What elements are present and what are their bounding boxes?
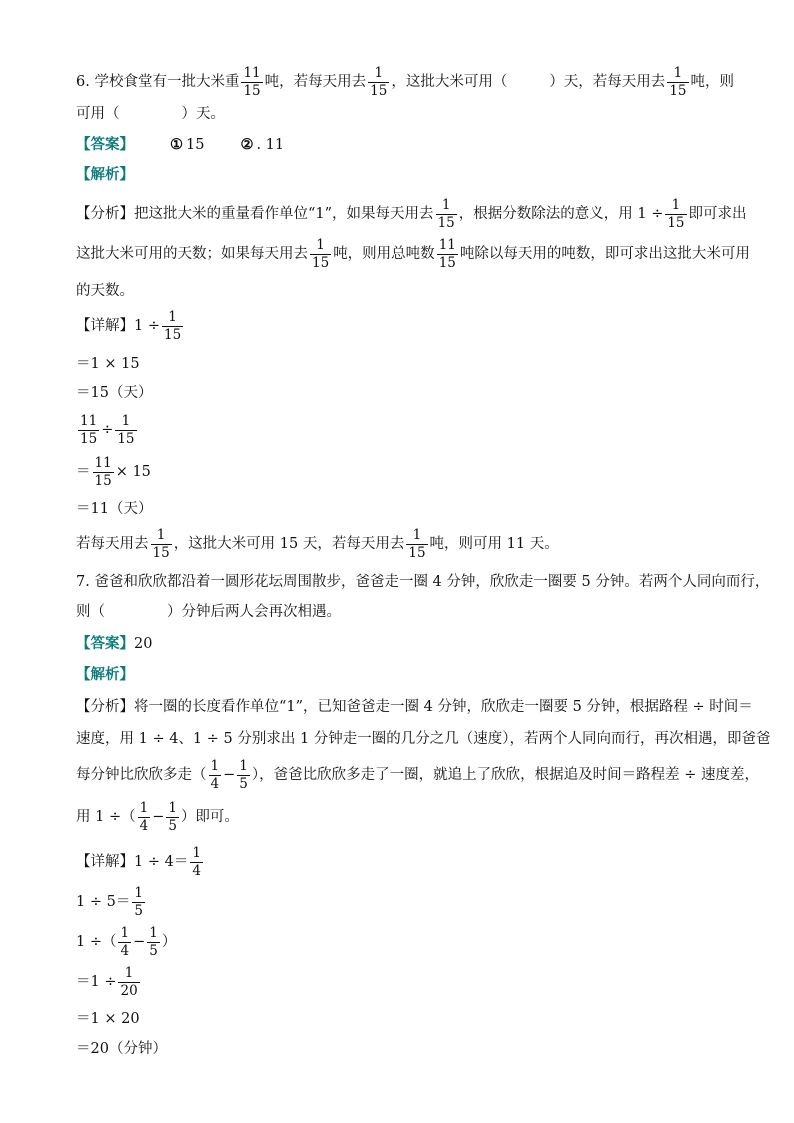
q7-answer-line (76, 634, 734, 654)
q6-stem-c: ，这批大米可用（ (391, 74, 508, 90)
q7-fenxi-line-1 (76, 697, 753, 717)
circle-1-mark: ① (170, 136, 183, 153)
q6-concl-c: 吨，则可用 11 天。 (429, 536, 559, 552)
q7-stem-line-1 (76, 572, 770, 592)
q7-d5: ＝1 × 20 (76, 1011, 140, 1027)
q7-d2-prefix: 1 ÷ 5＝ (76, 894, 131, 910)
q7-d3-prefix: 1 ÷（ (76, 934, 117, 950)
q6-fenxi-g: 的天数。 (76, 283, 134, 299)
fenxi-label: 【分析】 (76, 206, 134, 222)
q6-concl-a: 若每天用去 (76, 536, 149, 552)
q6-concl-b: ，这批大米可用 15 天，若每天用去 (173, 536, 405, 552)
fraction-1-15: $\frac{1}{15}$ (117, 412, 135, 447)
q6-stem-f: 可用（ (76, 106, 120, 122)
fraction-1-15: $\frac{1}{15}$ (437, 196, 455, 231)
q6-fenxi-line-1 (76, 194, 747, 234)
q7-detail-step-4 (76, 962, 734, 1002)
q6-fenxi-d: 这批大米可用的天数；如果每天用去 (76, 246, 308, 262)
fraction-1-15: $\frac{1}{15}$ (312, 236, 330, 271)
minus-sign: − (152, 809, 165, 825)
fraction-1-4: $\frac{1}{4}$ (139, 799, 149, 834)
q7-stem-line-2 (76, 602, 734, 622)
q6-detail-step-1 (76, 306, 734, 346)
q6-stem-b: 吨，若每天用去 (264, 74, 367, 90)
q6-stem-line-1 (76, 62, 734, 102)
q6-step1-prefix: 1 ÷ (134, 318, 160, 334)
divide-sign: ÷ (101, 422, 114, 438)
q7-d1-prefix: 1 ÷ 4＝ (134, 854, 189, 870)
q6-detail-step-3 (76, 383, 734, 403)
q6-fenxi-b: ，根据分数除法的意义，用 1 ÷ (458, 206, 664, 222)
q7-fenxi-line-3 (76, 755, 759, 795)
analysis-label: 【解析】 (76, 666, 134, 683)
q6-step2: ＝1 × 15 (76, 356, 140, 372)
q6-fenxi-c: 即可求出 (688, 206, 747, 222)
q6-answer-2: . 11 (256, 137, 285, 153)
fraction-1-5: $\frac{1}{5}$ (149, 924, 158, 959)
q6-detail-step-6 (76, 499, 734, 519)
fraction-1-4: $\frac{1}{4}$ (192, 844, 201, 879)
q6-detail-step-5 (76, 452, 734, 492)
fenxi-label: 【分析】 (76, 699, 134, 715)
analysis-label: 【解析】 (76, 166, 134, 183)
q6-analysis-line (76, 165, 734, 185)
q6-stem-a: 6. 学校食堂有一批大米重 (76, 74, 240, 90)
q6-fenxi-f: 吨除以每天用的吨数，即可求出这批大米可用 (459, 246, 750, 262)
q7-fenxi-d: ），爸爸比欣欣多走了一圈，就追上了欣欣，根据追及时间＝路程差 ÷ 速度差， (251, 767, 759, 783)
fraction-1-15: $\frac{1}{15}$ (370, 64, 388, 99)
q7-fenxi-line-4 (76, 797, 734, 837)
fraction-1-4: $\frac{1}{4}$ (120, 924, 130, 959)
q7-detail-step-5 (76, 1009, 734, 1029)
q6-fenxi-e: 吨，则用总吨数 (333, 246, 435, 262)
minus-sign: − (223, 767, 236, 783)
q6-answer-1: 15 (186, 137, 205, 153)
q7-detail-step-2 (76, 882, 734, 922)
q7-stem-c: ）分钟后两人会再次相遇。 (167, 604, 341, 620)
fraction-1-15: $\frac{1}{15}$ (163, 308, 182, 343)
q6-detail-step-2 (76, 354, 734, 374)
q6-conclusion (76, 524, 734, 564)
fraction-1-20: $\frac{1}{20}$ (120, 964, 138, 999)
fraction-11-15: $\frac{11}{15}$ (438, 236, 456, 271)
fraction-11-15: $\frac{11}{15}$ (94, 454, 112, 489)
q6-fenxi-line-3 (76, 281, 734, 301)
q7-stem-b: 则（ (76, 604, 105, 620)
q6-stem-d: ）天，若每天用去 (549, 74, 666, 90)
q6-step3: ＝15（天） (76, 385, 153, 401)
q7-d3-suffix: ） (161, 934, 177, 950)
q7-fenxi-f: ）即可。 (180, 809, 239, 825)
q7-fenxi-b: 速度，用 1 ÷ 4、1 ÷ 5 分别求出 1 分钟走一圈的几分之几（速度），若两个人同向而行，再次相遇，即爸爸 (76, 731, 771, 747)
q6-step6: ＝11（天） (76, 501, 153, 517)
equals-sign: ＝ (76, 464, 91, 480)
circle-2-mark: ② (240, 136, 254, 153)
fraction-1-5: $\frac{1}{5}$ (239, 757, 248, 792)
q7-d4-prefix: ＝1 ÷ (76, 974, 117, 990)
q7-fenxi-line-2 (76, 729, 771, 749)
fraction-1-15: $\frac{1}{15}$ (408, 526, 426, 561)
minus-sign: − (133, 934, 146, 950)
fraction-1-15: $\frac{1}{15}$ (152, 526, 170, 561)
q6-fenxi-line-2 (76, 234, 750, 274)
q7-detail-step-6 (76, 1039, 734, 1059)
q7-d6: ＝20（分钟） (76, 1041, 167, 1057)
q6-answer-line (76, 135, 734, 155)
fraction-1-15: $\frac{1}{15}$ (669, 64, 687, 99)
q7-fenxi-e: 用 1 ÷（ (76, 809, 136, 825)
fraction-1-4: $\frac{1}{4}$ (210, 757, 220, 792)
q6-stem-g: ）天。 (181, 106, 225, 122)
fraction-1-5: $\frac{1}{5}$ (134, 884, 143, 919)
q6-stem-line-2 (76, 104, 734, 124)
xiangjie-label: 【详解】 (76, 318, 134, 334)
fraction-11-15: $\frac{11}{15}$ (243, 64, 261, 99)
q7-analysis-line (76, 665, 734, 685)
q6-fenxi-a: 把这批大米的重量看作单位“1”，如果每天用去 (134, 206, 434, 222)
xiangjie-label: 【详解】 (76, 854, 134, 870)
q7-detail-step-3 (76, 922, 734, 962)
fraction-1-15: $\frac{1}{15}$ (667, 196, 685, 231)
answer-label: 【答案】 (76, 635, 134, 652)
q6-stem-e: 吨，则 (690, 74, 734, 90)
q6-detail-step-4 (76, 410, 734, 450)
answer-label: 【答案】 (76, 136, 134, 153)
q7-fenxi-c: 每分钟比欣欣多走（ (76, 767, 207, 783)
fraction-11-15: $\frac{11}{15}$ (80, 412, 98, 447)
q7-answer: 20 (134, 636, 153, 652)
q6-step5-suffix: × 15 (115, 464, 151, 480)
q7-stem-a: 7. 爸爸和欣欣都沿着一圆形花坛周围散步，爸爸走一圈 4 分钟，欣欣走一圈要 5 分钟。若两个人同向而行， (76, 574, 770, 590)
q7-fenxi-a: 将一圈的长度看作单位“1”，已知爸爸走一圈 4 分钟，欣欣走一圈要 5 分钟，根据路程 ÷ 时间＝ (134, 699, 753, 715)
fraction-1-5: $\frac{1}{5}$ (168, 799, 177, 834)
q7-detail-step-1 (76, 842, 734, 882)
